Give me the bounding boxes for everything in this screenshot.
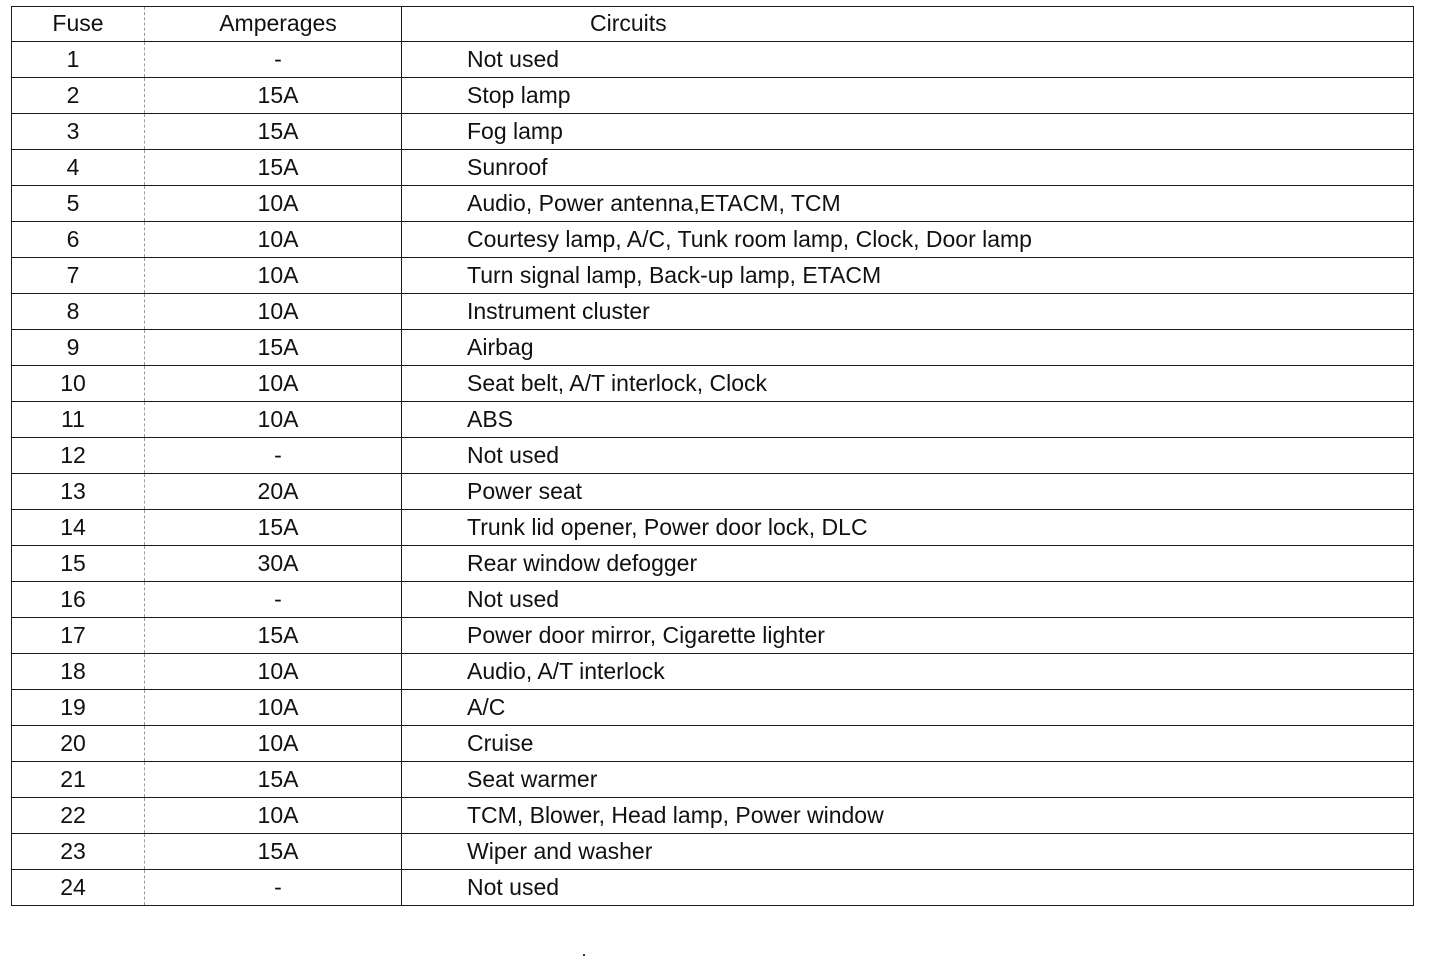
table-row	[12, 762, 1414, 798]
table-row	[12, 618, 1414, 654]
table-row	[12, 222, 1414, 258]
amperage-cell: 15A	[145, 510, 402, 546]
circuit-cell: Stop lamp	[402, 78, 1414, 114]
circuit-cell: Courtesy lamp, A/C, Tunk room lamp, Clock, Door lamp	[402, 222, 1414, 258]
fuse-number-cell: 2	[12, 78, 145, 114]
circuit-cell: TCM, Blower, Head lamp, Power window	[402, 798, 1414, 834]
table-row	[12, 510, 1414, 546]
fuse-number-cell: 7	[12, 258, 145, 294]
amperage-cell: 10A	[145, 798, 402, 834]
amperage-cell: 10A	[145, 726, 402, 762]
fuse-table	[11, 6, 1414, 906]
amperage-cell: 10A	[145, 258, 402, 294]
fuse-number-cell: 19	[12, 690, 145, 726]
fuse-number-cell: 11	[12, 402, 145, 438]
table-row	[12, 294, 1414, 330]
table-row	[12, 330, 1414, 366]
header-fuse: Fuse	[12, 7, 145, 42]
circuit-cell: Not used	[402, 870, 1414, 906]
fuse-number-cell: 3	[12, 114, 145, 150]
amperage-cell: -	[145, 42, 402, 78]
circuit-cell: Power seat	[402, 474, 1414, 510]
circuit-cell: A/C	[402, 690, 1414, 726]
fuse-number-cell: 24	[12, 870, 145, 906]
circuit-cell: Not used	[402, 42, 1414, 78]
circuit-cell: Power door mirror, Cigarette lighter	[402, 618, 1414, 654]
table-row	[12, 438, 1414, 474]
header-row	[12, 7, 1414, 42]
table-body	[12, 42, 1414, 906]
table-row	[12, 474, 1414, 510]
table-row	[12, 258, 1414, 294]
circuit-cell: Turn signal lamp, Back-up lamp, ETACM	[402, 258, 1414, 294]
amperage-cell: 15A	[145, 618, 402, 654]
circuit-cell: Seat warmer	[402, 762, 1414, 798]
amperage-cell: 10A	[145, 366, 402, 402]
fuse-number-cell: 23	[12, 834, 145, 870]
fuse-number-cell: 22	[12, 798, 145, 834]
header-circuits: Circuits	[402, 7, 1414, 42]
fuse-number-cell: 18	[12, 654, 145, 690]
table-row	[12, 870, 1414, 906]
circuit-cell: Fog lamp	[402, 114, 1414, 150]
fuse-number-cell: 4	[12, 150, 145, 186]
fuse-number-cell: 8	[12, 294, 145, 330]
amperage-cell: 15A	[145, 150, 402, 186]
amperage-cell: 15A	[145, 330, 402, 366]
amperage-cell: 10A	[145, 222, 402, 258]
amperage-cell: 15A	[145, 78, 402, 114]
table-row	[12, 546, 1414, 582]
amperage-cell: 30A	[145, 546, 402, 582]
table-row	[12, 186, 1414, 222]
fuse-number-cell: 16	[12, 582, 145, 618]
circuit-cell: Trunk lid opener, Power door lock, DLC	[402, 510, 1414, 546]
fuse-number-cell: 15	[12, 546, 145, 582]
fuse-number-cell: 12	[12, 438, 145, 474]
amperage-cell: 15A	[145, 762, 402, 798]
amperage-cell: -	[145, 438, 402, 474]
circuit-cell: Wiper and washer	[402, 834, 1414, 870]
fuse-number-cell: 13	[12, 474, 145, 510]
amperage-cell: 15A	[145, 834, 402, 870]
table-row	[12, 402, 1414, 438]
amperage-cell: 20A	[145, 474, 402, 510]
amperage-cell: 10A	[145, 690, 402, 726]
table-row	[12, 582, 1414, 618]
circuit-cell: Audio, A/T interlock	[402, 654, 1414, 690]
circuit-cell: Instrument cluster	[402, 294, 1414, 330]
amperage-cell: 10A	[145, 294, 402, 330]
table-row	[12, 654, 1414, 690]
circuit-cell: ABS	[402, 402, 1414, 438]
table-header	[12, 7, 1414, 42]
scan-speck	[583, 954, 585, 956]
amperage-cell: 10A	[145, 402, 402, 438]
amperage-cell: 10A	[145, 186, 402, 222]
fuse-number-cell: 17	[12, 618, 145, 654]
fuse-number-cell: 6	[12, 222, 145, 258]
table-row	[12, 42, 1414, 78]
header-amperages: Amperages	[145, 7, 402, 42]
fuse-number-cell: 5	[12, 186, 145, 222]
circuit-cell: Rear window defogger	[402, 546, 1414, 582]
table-row	[12, 798, 1414, 834]
circuit-cell: Seat belt, A/T interlock, Clock	[402, 366, 1414, 402]
circuit-cell: Not used	[402, 582, 1414, 618]
fuse-number-cell: 14	[12, 510, 145, 546]
table-row	[12, 114, 1414, 150]
circuit-cell: Cruise	[402, 726, 1414, 762]
amperage-cell: -	[145, 870, 402, 906]
circuit-cell: Audio, Power antenna,ETACM, TCM	[402, 186, 1414, 222]
table-row	[12, 366, 1414, 402]
table-row	[12, 690, 1414, 726]
table-row	[12, 834, 1414, 870]
table-row	[12, 726, 1414, 762]
circuit-cell: Airbag	[402, 330, 1414, 366]
fuse-number-cell: 21	[12, 762, 145, 798]
circuit-cell: Not used	[402, 438, 1414, 474]
fuse-number-cell: 9	[12, 330, 145, 366]
table-row	[12, 150, 1414, 186]
amperage-cell: -	[145, 582, 402, 618]
table-row	[12, 78, 1414, 114]
circuit-cell: Sunroof	[402, 150, 1414, 186]
fuse-number-cell: 10	[12, 366, 145, 402]
fuse-number-cell: 20	[12, 726, 145, 762]
fuse-number-cell: 1	[12, 42, 145, 78]
amperage-cell: 15A	[145, 114, 402, 150]
amperage-cell: 10A	[145, 654, 402, 690]
